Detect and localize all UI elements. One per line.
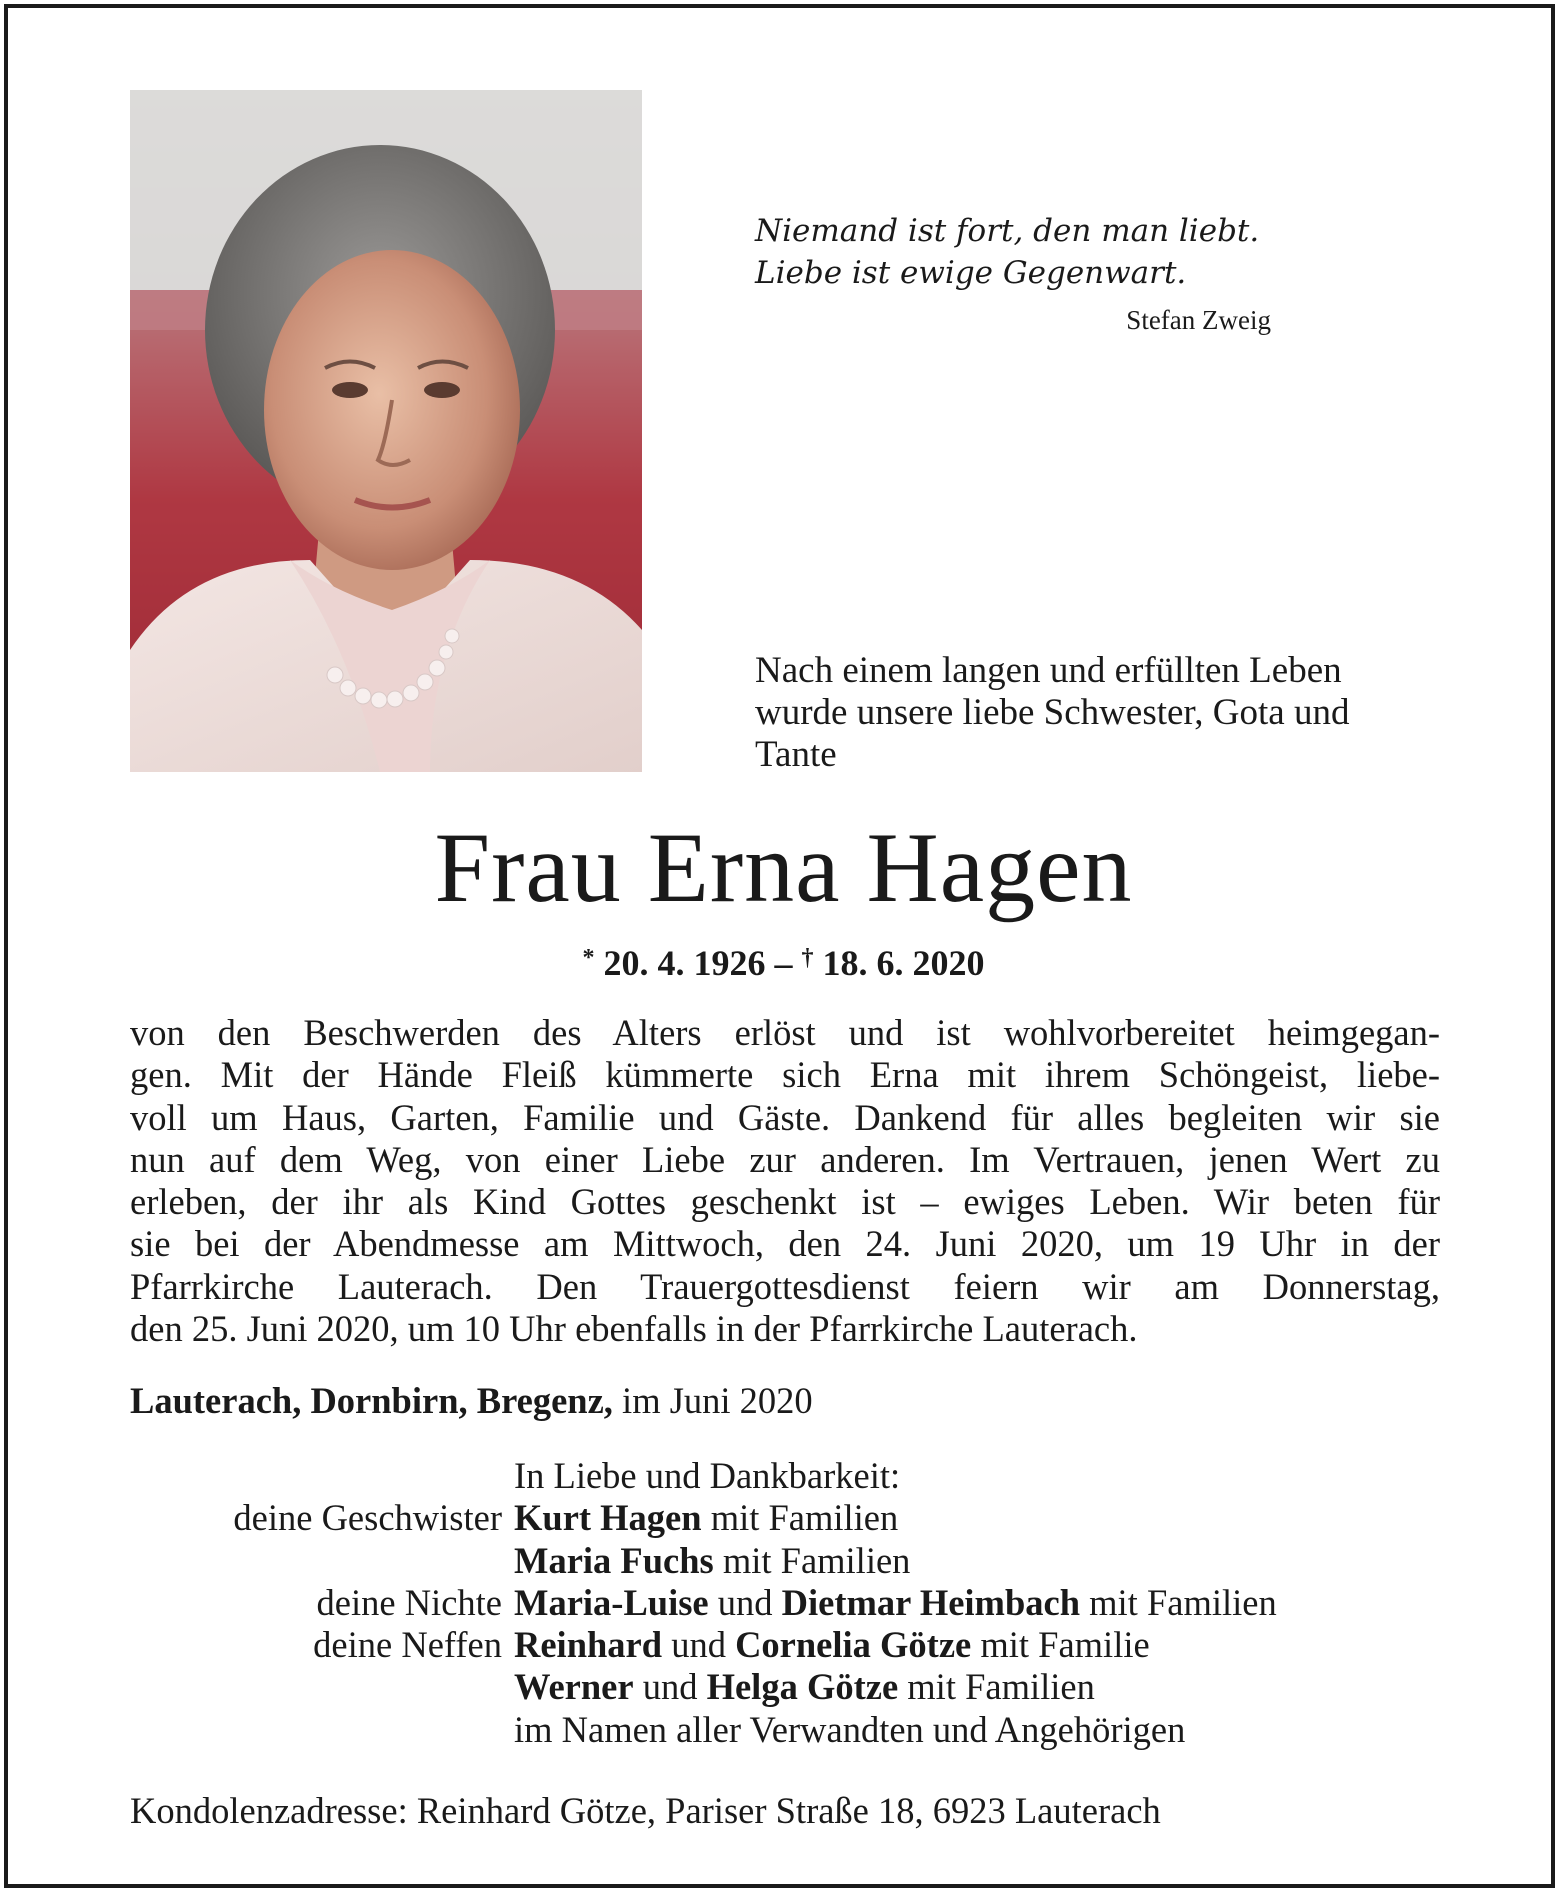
body-line: erleben, der ihr als Kind Gottes geschenkt ist – ewiges Leben. Wir beten für xyxy=(130,1181,1440,1223)
body-line: voll um Haus, Garten, Familie und Gäste. Dankend für alles begleiten wir sie xyxy=(130,1096,1440,1138)
mourners-closing-row xyxy=(130,1709,1460,1751)
death-date: 18. 6. 2020 xyxy=(822,943,985,983)
date-separator: – xyxy=(774,943,793,983)
intro-line: Tante xyxy=(755,734,837,775)
body-line: von den Beschwerden des Alters erlöst und ist wohlvorbereitet heimgegan- xyxy=(130,1012,1440,1053)
mourner-name: Cornelia Götze xyxy=(735,1624,972,1666)
place-names: Lauterach, Dornbirn, Bregenz, xyxy=(130,1380,613,1421)
body-line: sie bei der Abendmesse am Mittwoch, den 24. Juni 2020, um 19 Uhr in der xyxy=(130,1223,1440,1265)
body-line: den 25. Juni 2020, um 10 Uhr ebenfalls in der Pfarrkirche Lauterach. xyxy=(130,1308,1138,1350)
mourners-intro: In Liebe und Dankbarkeit: xyxy=(514,1455,901,1496)
mourner-name: Maria-Luise xyxy=(514,1581,709,1623)
deceased-name: Frau Erna Hagen xyxy=(434,812,1133,923)
death-symbol: † xyxy=(801,945,814,971)
body-line: Pfarrkirche Lauterach. Den Trauergottesdienst feiern wir am Donnerstag, xyxy=(130,1265,1440,1307)
mourner-row xyxy=(130,1666,1460,1708)
quote-line: Niemand ist fort, den man liebt. xyxy=(755,213,1260,249)
mourner-name: Werner xyxy=(514,1666,634,1708)
intro-line: wurde unsere liebe Schwester, Gota und xyxy=(755,692,1350,733)
mourner-suffix: mit Familien xyxy=(710,1497,899,1539)
mourners-list xyxy=(130,1455,1460,1751)
intro-text xyxy=(755,650,1455,776)
relation-label: deine Nichte xyxy=(316,1581,502,1623)
mourner-suffix: mit Familien xyxy=(1089,1581,1277,1623)
quote-line: Liebe ist ewige Gegenwart. xyxy=(755,255,1187,291)
birth-symbol: * xyxy=(582,945,595,971)
obituary-body xyxy=(130,1012,1440,1350)
mourner-name: Helga Götze xyxy=(706,1666,899,1708)
mourner-row xyxy=(130,1540,1460,1582)
mourner-suffix: mit Familien xyxy=(722,1539,911,1581)
mourner-name: Dietmar Heimbach xyxy=(781,1581,1081,1623)
portrait-photo xyxy=(130,90,642,772)
mourner-row xyxy=(130,1582,1460,1624)
condolence-address: Kondolenzadresse: Reinhard Götze, Pariser Straße 18, 6923 Lauterach xyxy=(130,1790,1161,1831)
mourner-name: Maria Fuchs xyxy=(514,1539,714,1581)
mourner-suffix: mit Familie xyxy=(980,1624,1150,1666)
mourner-suffix: mit Familien xyxy=(907,1666,1095,1708)
life-dates xyxy=(0,935,1567,986)
mourner-row xyxy=(130,1497,1460,1539)
birth-date: 20. 4. 1926 xyxy=(603,943,766,983)
mourner-row xyxy=(130,1624,1460,1666)
conjunction: und xyxy=(671,1624,726,1666)
mourner-name: Kurt Hagen xyxy=(514,1497,702,1539)
relation-label: deine Neffen xyxy=(313,1624,502,1666)
quote-author: Stefan Zweig xyxy=(1126,305,1271,335)
quote-block xyxy=(755,210,1275,338)
conjunction: und xyxy=(717,1581,773,1623)
mourners-intro-row xyxy=(130,1455,1460,1497)
body-line: nun auf dem Weg, von einer Liebe zur anderen. Im Vertrauen, jenen Wert zu xyxy=(130,1138,1440,1180)
mourner-name: Reinhard xyxy=(514,1624,663,1666)
date-text: im Juni 2020 xyxy=(622,1380,813,1421)
relation-label: deine Geschwister xyxy=(233,1497,502,1539)
place-date xyxy=(130,1380,813,1422)
body-line: gen. Mit der Hände Fleiß kümmerte sich Erna mit ihrem Schöngeist, liebe- xyxy=(130,1054,1440,1096)
intro-line: Nach einem langen und erfüllten Leben xyxy=(755,650,1342,691)
mourners-closing: im Namen aller Verwandten und Angehörigen xyxy=(514,1708,1186,1750)
conjunction: und xyxy=(642,1666,698,1708)
